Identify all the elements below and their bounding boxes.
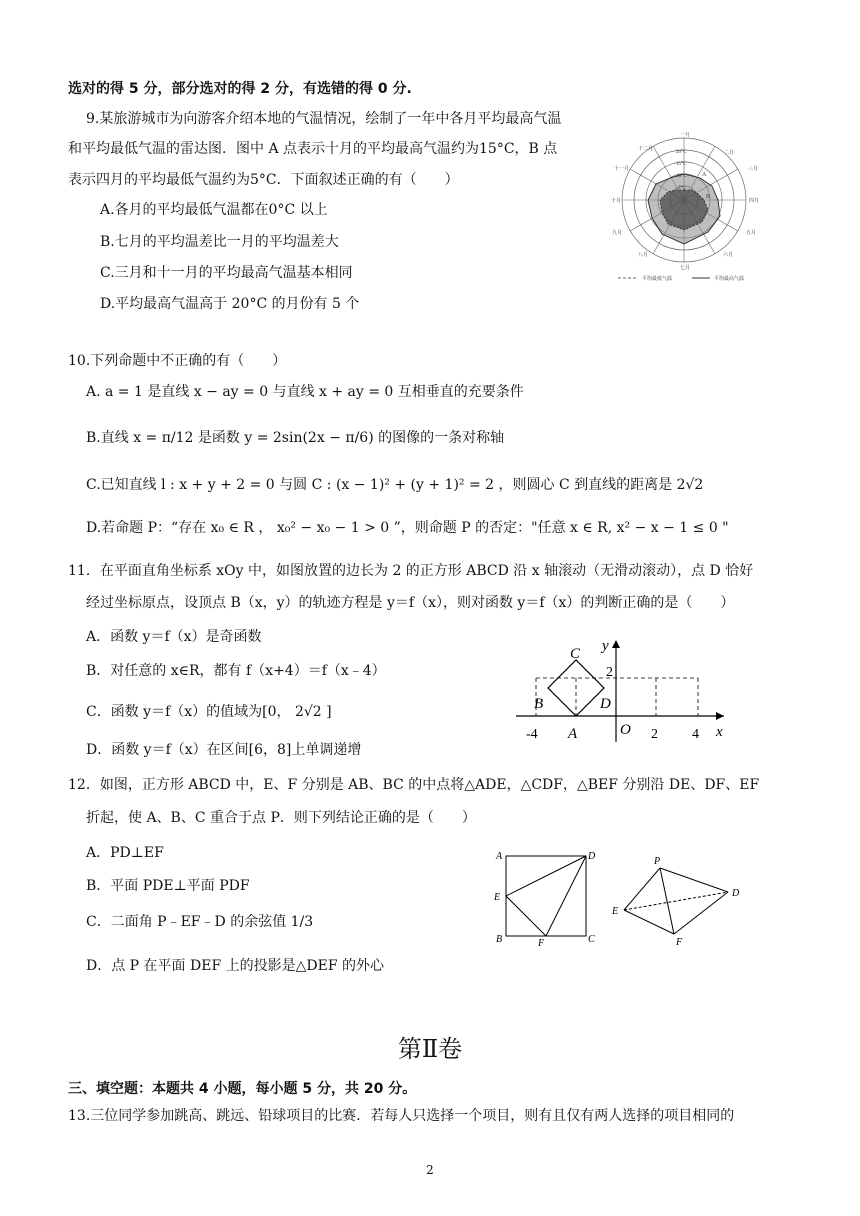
q12-option-b: B．平面 PDE⊥平面 PDF [86,878,250,894]
q10-option-a: A. a = 1 是直线 x − ay = 0 与直线 x + ay = 0 互相垂直的充要条件 [86,384,524,400]
q12-stem-line2: 折起，使 A、B、C 重合于点 P．则下列结论正确的是（ ） [86,810,476,826]
section3-heading: 三、填空题：本题共 4 小题，每小题 5 分，共 20 分。 [68,1081,417,1097]
radar-legend [618,275,744,282]
radar-point-b: B [706,194,711,200]
radar-month-label: 十月 [611,199,622,204]
radar-month-label: 九月 [612,231,623,236]
sq-label-a: A [496,851,503,862]
q11-option-d: D．函数 y＝f（x）在区间[6，8]上单调递增 [86,742,362,758]
q12-option-c: C．二面角 P﹣EF﹣D 的余弦值 1/3 [86,914,314,930]
q11-option-b: B．对任意的 x∈R，都有 f（x+4）＝f（x﹣4） [86,663,386,679]
fig-label-o: O [620,722,631,738]
radar-month-label: 五月 [746,231,757,236]
legend-high-label: 平均最高气温 [714,277,745,282]
sq-label-d: D [588,851,596,862]
tick-label-2: 2 [651,727,658,742]
legend-low-label: 平均最低气温 [642,277,673,282]
tet-label-f: F [676,937,683,948]
radar-month-label: 三月 [748,167,759,172]
rolling-square-figure [512,636,738,748]
fig-label-a: A [568,726,578,742]
q10-option-b: B.直线 x = π/12 是函数 y = 2sin(2x − π/6) 的图像的一条对称轴 [86,430,505,446]
q12-stem-line1: 12．如图，正方形 ABCD 中，E、F 分别是 AB、BC 的中点将△ADE，△CDF，△BEF 分别沿 DE、DF、EF [68,777,760,793]
radar-ring-label: 20°C [676,150,687,155]
tick-label-4: 4 [692,727,699,742]
q10-stem: 10.下列命题中不正确的有（ ） [68,353,287,369]
radar-month-label: 十一月 [614,167,630,172]
fig-label-b: B [534,696,544,712]
q11-stem-line1: 11．在平面直角坐标系 xOy 中，如图放置的边长为 2 的正方形 ABCD 沿 x 轴滚动（无滑动滚动），点 D 恰好 [68,563,754,579]
q9-stem-line1: 9.某旅游城市为向游客介绍本地的气温情况，绘制了一年中各月平均最高气温 [86,111,562,127]
radar-ring-label: 15°C [676,162,687,167]
q9-option-c: C.三月和十一月的平均最高气温基本相同 [100,265,353,281]
radar-ring-label: 5°C [678,186,686,191]
q12-option-d: D．点 P 在平面 DEF 上的投影是△DEF 的外心 [86,958,384,974]
q11-stem-line2: 经过坐标原点，设顶点 B（x，y）的轨迹方程是 y＝f（x），则对函数 y＝f（x）的判断正确的是（ ） [86,595,735,611]
radar-ring-label: 10°C [676,174,687,179]
fig-label-d: D [600,696,611,712]
section-title: 第Ⅱ卷 [397,1035,463,1063]
radar-month-label: 四月 [749,199,760,204]
radar-month-label: 一月 [680,133,691,138]
radar-month-label: 六月 [723,253,734,258]
q9-option-b: B.七月的平均温差比一月的平均温差大 [100,234,339,250]
radar-month-label: 二月 [724,151,735,156]
radar-chart-figure [608,132,778,290]
sq-label-c: C [588,934,595,945]
q10-option-d: D.若命题 P：“存在 x₀ ∈ R ， x₀² − x₀ − 1 > 0 ”，则命题 P 的否定："任意 x ∈ R, x² − x − 1 ≤ 0 " [86,520,729,536]
tet-label-d: D [732,888,740,899]
folding-square-figure [488,846,778,950]
fig-label-c: C [570,646,581,662]
scoring-note: 选对的得 5 分，部分选对的得 2 分，有选错的得 0 分. [68,81,412,97]
fig-label-x: x [716,724,723,740]
q9-option-a: A.各月的平均最低气温都在0°C 以上 [100,202,328,218]
tet-label-p: P [654,856,661,867]
tet-label-e: E [612,906,619,917]
radar-month-label: 七月 [680,266,691,271]
q12-option-a: A．PD⊥EF [86,845,164,861]
tick-label-neg4: -4 [526,727,538,742]
q9-option-d: D.平均最高气温高于 20°C 的月份有 5 个 [100,296,360,312]
radar-month-label: 十二月 [638,147,654,152]
tick-label-y2: 2 [606,665,613,680]
q11-option-a: A．函数 y＝f（x）是奇函数 [86,629,262,645]
sq-label-e: E [494,892,501,903]
page-number: 2 [426,1163,434,1177]
radar-month-label: 八月 [638,253,649,258]
sq-label-f: F [538,938,545,949]
q11-option-c: C．函数 y＝f（x）的值域为[0， 2√2 ] [86,704,332,720]
sq-label-b: B [496,934,503,945]
q13-stem: 13.三位同学参加跳高、跳远、铅球项目的比赛．若每人只选择一个项目，则有且仅有两人选择的项目相同的 [68,1108,735,1124]
radar-point-a: A [702,172,707,178]
q9-stem-line2: 和平均最低气温的雷达图．图中 A 点表示十月的平均最高气温约为15°C，B 点 [68,141,558,157]
q9-stem-line3: 表示四月的平均最低气温约为5°C．下面叙述正确的有（ ） [68,172,459,188]
q10-option-c: C.已知直线 l : x + y + 2 = 0 与圆 C : (x − 1)² + (y + 1)² = 2 ，则圆心 C 到直线的距离是 2√2 [86,477,704,493]
fig-label-y: y [602,638,609,654]
